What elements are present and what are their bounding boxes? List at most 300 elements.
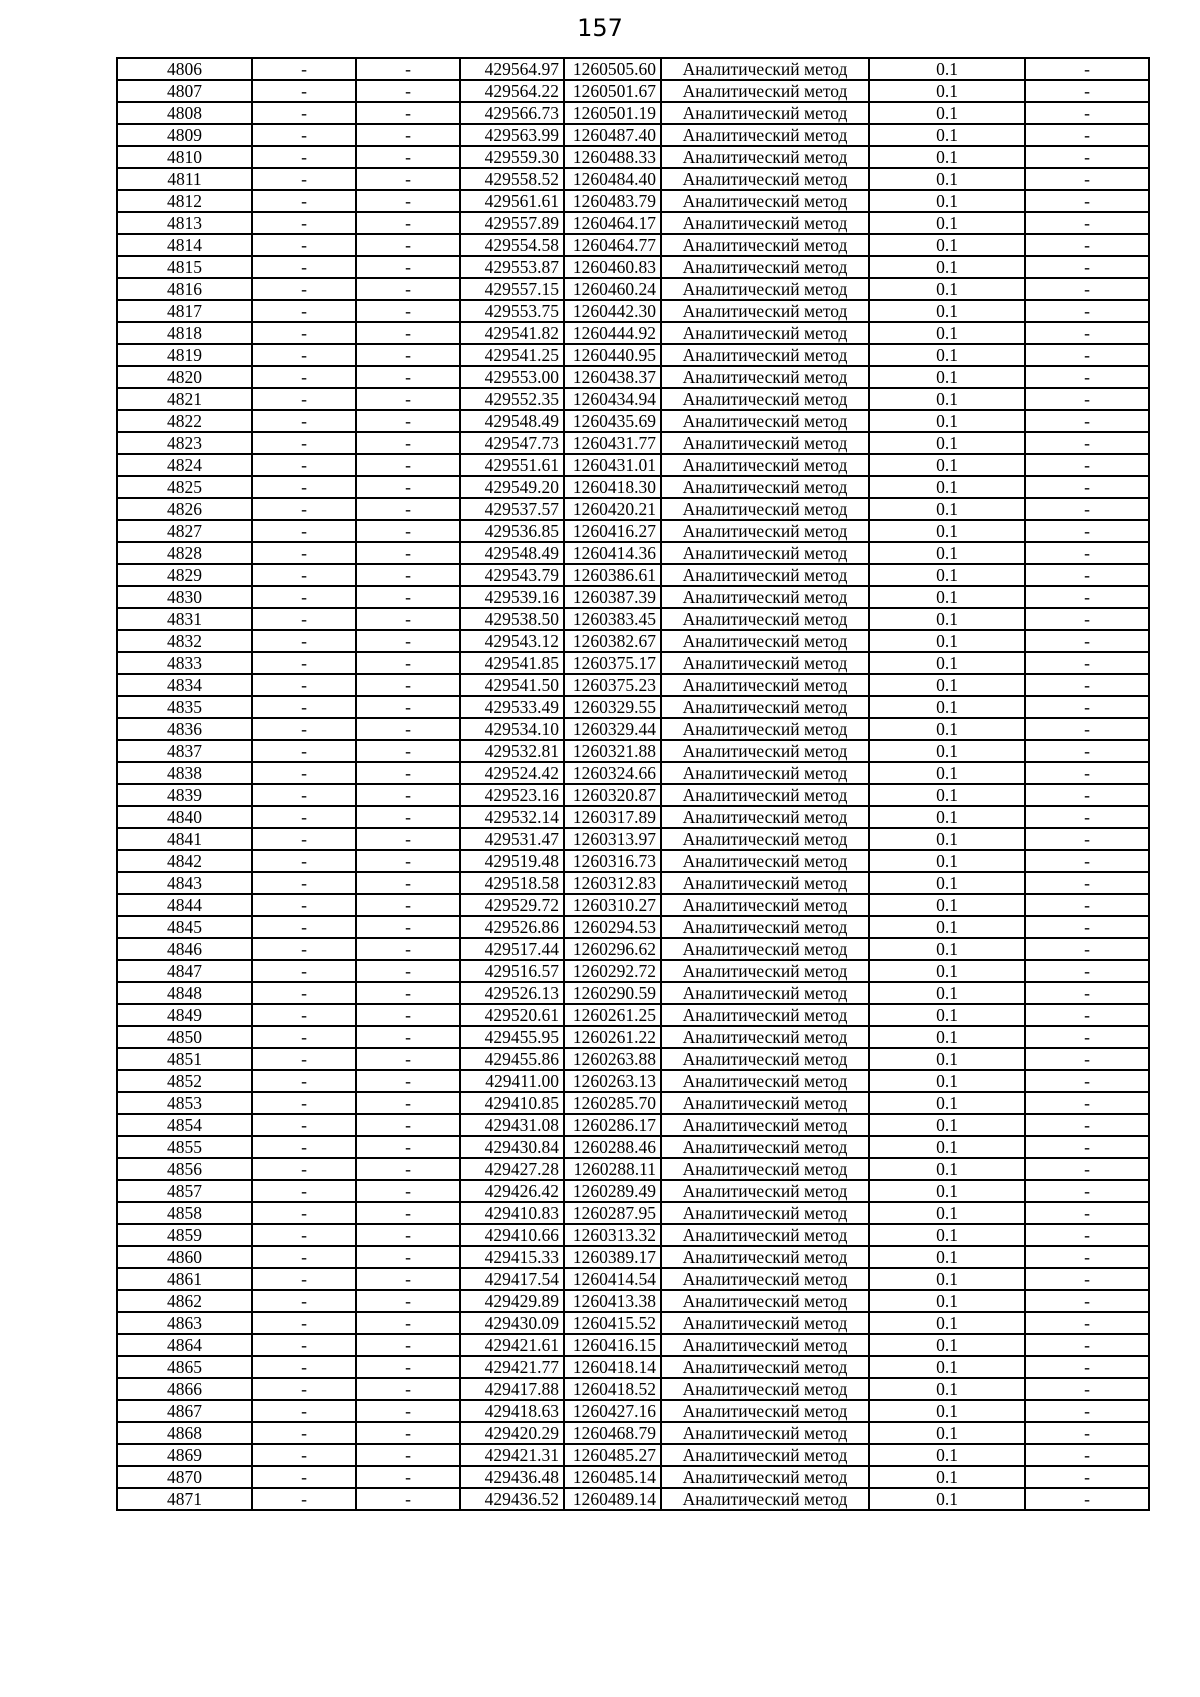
- table-row: [117, 1136, 1149, 1158]
- table-row: [117, 520, 1149, 542]
- empty-cell: -: [252, 1488, 356, 1510]
- y-coordinate-cell: 1260310.27: [564, 894, 661, 916]
- empty-cell: -: [1025, 850, 1149, 872]
- point-number-cell: 4842: [117, 850, 252, 872]
- empty-cell: -: [1025, 278, 1149, 300]
- x-coordinate-cell: 429536.85: [460, 520, 564, 542]
- empty-cell: -: [356, 630, 460, 652]
- empty-cell: -: [252, 1268, 356, 1290]
- empty-cell: -: [356, 1488, 460, 1510]
- empty-cell: -: [252, 916, 356, 938]
- empty-cell: -: [356, 102, 460, 124]
- empty-cell: -: [1025, 718, 1149, 740]
- empty-cell: -: [252, 1356, 356, 1378]
- point-number-cell: 4847: [117, 960, 252, 982]
- accuracy-cell: 0.1: [869, 520, 1025, 542]
- empty-cell: -: [252, 190, 356, 212]
- x-coordinate-cell: 429538.50: [460, 608, 564, 630]
- accuracy-cell: 0.1: [869, 278, 1025, 300]
- x-coordinate-cell: 429552.35: [460, 388, 564, 410]
- accuracy-cell: 0.1: [869, 80, 1025, 102]
- empty-cell: -: [252, 674, 356, 696]
- x-coordinate-cell: 429539.16: [460, 586, 564, 608]
- empty-cell: -: [356, 520, 460, 542]
- x-coordinate-cell: 429554.58: [460, 234, 564, 256]
- empty-cell: -: [1025, 1290, 1149, 1312]
- empty-cell: -: [1025, 696, 1149, 718]
- method-cell: Аналитический метод: [661, 806, 869, 828]
- empty-cell: -: [252, 542, 356, 564]
- point-number-cell: 4839: [117, 784, 252, 806]
- empty-cell: -: [1025, 1048, 1149, 1070]
- x-coordinate-cell: 429410.66: [460, 1224, 564, 1246]
- table-row: [117, 1202, 1149, 1224]
- method-cell: Аналитический метод: [661, 784, 869, 806]
- empty-cell: -: [252, 938, 356, 960]
- empty-cell: -: [1025, 256, 1149, 278]
- method-cell: Аналитический метод: [661, 586, 869, 608]
- x-coordinate-cell: 429529.72: [460, 894, 564, 916]
- table-row: [117, 1290, 1149, 1312]
- x-coordinate-cell: 429543.79: [460, 564, 564, 586]
- y-coordinate-cell: 1260505.60: [564, 58, 661, 80]
- empty-cell: -: [356, 322, 460, 344]
- method-cell: Аналитический метод: [661, 982, 869, 1004]
- accuracy-cell: 0.1: [869, 1378, 1025, 1400]
- point-number-cell: 4871: [117, 1488, 252, 1510]
- table-row: [117, 432, 1149, 454]
- empty-cell: -: [252, 1070, 356, 1092]
- table-row: [117, 586, 1149, 608]
- empty-cell: -: [356, 784, 460, 806]
- empty-cell: -: [252, 168, 356, 190]
- point-number-cell: 4849: [117, 1004, 252, 1026]
- accuracy-cell: 0.1: [869, 872, 1025, 894]
- empty-cell: -: [356, 1180, 460, 1202]
- table-row: [117, 674, 1149, 696]
- point-number-cell: 4810: [117, 146, 252, 168]
- y-coordinate-cell: 1260468.79: [564, 1422, 661, 1444]
- empty-cell: -: [1025, 432, 1149, 454]
- empty-cell: -: [252, 1312, 356, 1334]
- accuracy-cell: 0.1: [869, 1092, 1025, 1114]
- table-row: [117, 1026, 1149, 1048]
- y-coordinate-cell: 1260489.14: [564, 1488, 661, 1510]
- empty-cell: -: [1025, 1400, 1149, 1422]
- accuracy-cell: 0.1: [869, 740, 1025, 762]
- point-number-cell: 4819: [117, 344, 252, 366]
- accuracy-cell: 0.1: [869, 190, 1025, 212]
- method-cell: Аналитический метод: [661, 80, 869, 102]
- empty-cell: -: [356, 542, 460, 564]
- method-cell: Аналитический метод: [661, 542, 869, 564]
- empty-cell: -: [1025, 652, 1149, 674]
- empty-cell: -: [252, 432, 356, 454]
- table-row: [117, 960, 1149, 982]
- empty-cell: -: [252, 740, 356, 762]
- y-coordinate-cell: 1260324.66: [564, 762, 661, 784]
- y-coordinate-cell: 1260296.62: [564, 938, 661, 960]
- empty-cell: -: [356, 608, 460, 630]
- method-cell: Аналитический метод: [661, 388, 869, 410]
- accuracy-cell: 0.1: [869, 828, 1025, 850]
- x-coordinate-cell: 429541.85: [460, 652, 564, 674]
- method-cell: Аналитический метод: [661, 630, 869, 652]
- table-row: [117, 608, 1149, 630]
- table-row: [117, 564, 1149, 586]
- accuracy-cell: 0.1: [869, 454, 1025, 476]
- empty-cell: -: [356, 1334, 460, 1356]
- point-number-cell: 4866: [117, 1378, 252, 1400]
- point-number-cell: 4845: [117, 916, 252, 938]
- accuracy-cell: 0.1: [869, 718, 1025, 740]
- empty-cell: -: [252, 1290, 356, 1312]
- y-coordinate-cell: 1260287.95: [564, 1202, 661, 1224]
- accuracy-cell: 0.1: [869, 1400, 1025, 1422]
- empty-cell: -: [356, 388, 460, 410]
- empty-cell: -: [252, 1422, 356, 1444]
- empty-cell: -: [356, 806, 460, 828]
- accuracy-cell: 0.1: [869, 300, 1025, 322]
- table-row: [117, 1444, 1149, 1466]
- method-cell: Аналитический метод: [661, 1224, 869, 1246]
- accuracy-cell: 0.1: [869, 146, 1025, 168]
- accuracy-cell: 0.1: [869, 1334, 1025, 1356]
- empty-cell: -: [1025, 894, 1149, 916]
- point-number-cell: 4843: [117, 872, 252, 894]
- empty-cell: -: [252, 388, 356, 410]
- y-coordinate-cell: 1260438.37: [564, 366, 661, 388]
- method-cell: Аналитический метод: [661, 454, 869, 476]
- y-coordinate-cell: 1260415.52: [564, 1312, 661, 1334]
- table-row: [117, 256, 1149, 278]
- accuracy-cell: 0.1: [869, 366, 1025, 388]
- empty-cell: -: [356, 168, 460, 190]
- point-number-cell: 4850: [117, 1026, 252, 1048]
- empty-cell: -: [356, 960, 460, 982]
- x-coordinate-cell: 429532.14: [460, 806, 564, 828]
- point-number-cell: 4870: [117, 1466, 252, 1488]
- table-row: [117, 80, 1149, 102]
- accuracy-cell: 0.1: [869, 652, 1025, 674]
- x-coordinate-cell: 429429.89: [460, 1290, 564, 1312]
- x-coordinate-cell: 429561.61: [460, 190, 564, 212]
- x-coordinate-cell: 429516.57: [460, 960, 564, 982]
- empty-cell: -: [1025, 1136, 1149, 1158]
- accuracy-cell: 0.1: [869, 498, 1025, 520]
- empty-cell: -: [356, 1202, 460, 1224]
- method-cell: Аналитический метод: [661, 938, 869, 960]
- empty-cell: -: [356, 256, 460, 278]
- point-number-cell: 4856: [117, 1158, 252, 1180]
- accuracy-cell: 0.1: [869, 1356, 1025, 1378]
- empty-cell: -: [356, 1378, 460, 1400]
- empty-cell: -: [1025, 58, 1149, 80]
- point-number-cell: 4815: [117, 256, 252, 278]
- x-coordinate-cell: 429543.12: [460, 630, 564, 652]
- empty-cell: -: [252, 1202, 356, 1224]
- table-row: [117, 1180, 1149, 1202]
- empty-cell: -: [1025, 1158, 1149, 1180]
- accuracy-cell: 0.1: [869, 1224, 1025, 1246]
- method-cell: Аналитический метод: [661, 366, 869, 388]
- method-cell: Аналитический метод: [661, 1136, 869, 1158]
- table-row: [117, 762, 1149, 784]
- y-coordinate-cell: 1260286.17: [564, 1114, 661, 1136]
- accuracy-cell: 0.1: [869, 1004, 1025, 1026]
- point-number-cell: 4816: [117, 278, 252, 300]
- accuracy-cell: 0.1: [869, 784, 1025, 806]
- empty-cell: -: [252, 124, 356, 146]
- method-cell: Аналитический метод: [661, 278, 869, 300]
- point-number-cell: 4832: [117, 630, 252, 652]
- x-coordinate-cell: 429532.81: [460, 740, 564, 762]
- method-cell: Аналитический метод: [661, 476, 869, 498]
- empty-cell: -: [1025, 146, 1149, 168]
- y-coordinate-cell: 1260440.95: [564, 344, 661, 366]
- x-coordinate-cell: 429566.73: [460, 102, 564, 124]
- empty-cell: -: [252, 1334, 356, 1356]
- point-number-cell: 4863: [117, 1312, 252, 1334]
- point-number-cell: 4811: [117, 168, 252, 190]
- empty-cell: -: [356, 718, 460, 740]
- point-number-cell: 4824: [117, 454, 252, 476]
- y-coordinate-cell: 1260414.54: [564, 1268, 661, 1290]
- point-number-cell: 4822: [117, 410, 252, 432]
- point-number-cell: 4809: [117, 124, 252, 146]
- x-coordinate-cell: 429551.61: [460, 454, 564, 476]
- table-row: [117, 1092, 1149, 1114]
- accuracy-cell: 0.1: [869, 102, 1025, 124]
- accuracy-cell: 0.1: [869, 564, 1025, 586]
- method-cell: Аналитический метод: [661, 696, 869, 718]
- accuracy-cell: 0.1: [869, 1488, 1025, 1510]
- accuracy-cell: 0.1: [869, 850, 1025, 872]
- accuracy-cell: 0.1: [869, 1048, 1025, 1070]
- accuracy-cell: 0.1: [869, 960, 1025, 982]
- y-coordinate-cell: 1260434.94: [564, 388, 661, 410]
- x-coordinate-cell: 429427.28: [460, 1158, 564, 1180]
- method-cell: Аналитический метод: [661, 1114, 869, 1136]
- empty-cell: -: [252, 1048, 356, 1070]
- accuracy-cell: 0.1: [869, 1180, 1025, 1202]
- accuracy-cell: 0.1: [869, 1070, 1025, 1092]
- empty-cell: -: [356, 1444, 460, 1466]
- y-coordinate-cell: 1260317.89: [564, 806, 661, 828]
- point-number-cell: 4846: [117, 938, 252, 960]
- accuracy-cell: 0.1: [869, 234, 1025, 256]
- empty-cell: -: [252, 234, 356, 256]
- method-cell: Аналитический метод: [661, 1180, 869, 1202]
- point-number-cell: 4807: [117, 80, 252, 102]
- empty-cell: -: [252, 1092, 356, 1114]
- x-coordinate-cell: 429436.52: [460, 1488, 564, 1510]
- point-number-cell: 4855: [117, 1136, 252, 1158]
- x-coordinate-cell: 429553.87: [460, 256, 564, 278]
- point-number-cell: 4861: [117, 1268, 252, 1290]
- x-coordinate-cell: 429415.33: [460, 1246, 564, 1268]
- y-coordinate-cell: 1260414.36: [564, 542, 661, 564]
- empty-cell: -: [1025, 674, 1149, 696]
- empty-cell: -: [252, 1444, 356, 1466]
- accuracy-cell: 0.1: [869, 542, 1025, 564]
- method-cell: Аналитический метод: [661, 960, 869, 982]
- method-cell: Аналитический метод: [661, 872, 869, 894]
- method-cell: Аналитический метод: [661, 1070, 869, 1092]
- method-cell: Аналитический метод: [661, 300, 869, 322]
- table-row: [117, 1114, 1149, 1136]
- empty-cell: -: [1025, 1180, 1149, 1202]
- method-cell: Аналитический метод: [661, 146, 869, 168]
- y-coordinate-cell: 1260313.97: [564, 828, 661, 850]
- point-number-cell: 4868: [117, 1422, 252, 1444]
- empty-cell: -: [1025, 938, 1149, 960]
- y-coordinate-cell: 1260435.69: [564, 410, 661, 432]
- y-coordinate-cell: 1260444.92: [564, 322, 661, 344]
- empty-cell: -: [356, 498, 460, 520]
- empty-cell: -: [252, 278, 356, 300]
- table-row: [117, 146, 1149, 168]
- y-coordinate-cell: 1260294.53: [564, 916, 661, 938]
- empty-cell: -: [356, 1356, 460, 1378]
- table-row: [117, 278, 1149, 300]
- point-number-cell: 4823: [117, 432, 252, 454]
- y-coordinate-cell: 1260501.67: [564, 80, 661, 102]
- accuracy-cell: 0.1: [869, 630, 1025, 652]
- method-cell: Аналитический метод: [661, 168, 869, 190]
- point-number-cell: 4853: [117, 1092, 252, 1114]
- table-row: [117, 322, 1149, 344]
- method-cell: Аналитический метод: [661, 718, 869, 740]
- accuracy-cell: 0.1: [869, 1466, 1025, 1488]
- empty-cell: -: [356, 740, 460, 762]
- accuracy-cell: 0.1: [869, 696, 1025, 718]
- table-row: [117, 630, 1149, 652]
- accuracy-cell: 0.1: [869, 1158, 1025, 1180]
- point-number-cell: 4867: [117, 1400, 252, 1422]
- empty-cell: -: [356, 300, 460, 322]
- x-coordinate-cell: 429547.73: [460, 432, 564, 454]
- empty-cell: -: [252, 410, 356, 432]
- y-coordinate-cell: 1260288.11: [564, 1158, 661, 1180]
- empty-cell: -: [1025, 542, 1149, 564]
- y-coordinate-cell: 1260442.30: [564, 300, 661, 322]
- empty-cell: -: [356, 1158, 460, 1180]
- method-cell: Аналитический метод: [661, 762, 869, 784]
- y-coordinate-cell: 1260289.49: [564, 1180, 661, 1202]
- empty-cell: -: [356, 872, 460, 894]
- empty-cell: -: [356, 762, 460, 784]
- point-number-cell: 4821: [117, 388, 252, 410]
- empty-cell: -: [356, 410, 460, 432]
- empty-cell: -: [252, 1158, 356, 1180]
- method-cell: Аналитический метод: [661, 564, 869, 586]
- y-coordinate-cell: 1260263.88: [564, 1048, 661, 1070]
- empty-cell: -: [252, 1378, 356, 1400]
- empty-cell: -: [252, 608, 356, 630]
- y-coordinate-cell: 1260316.73: [564, 850, 661, 872]
- table-row: [117, 212, 1149, 234]
- empty-cell: -: [252, 1224, 356, 1246]
- empty-cell: -: [1025, 1356, 1149, 1378]
- accuracy-cell: 0.1: [869, 806, 1025, 828]
- point-number-cell: 4812: [117, 190, 252, 212]
- table-row: [117, 1378, 1149, 1400]
- table-row: [117, 454, 1149, 476]
- table-row: [117, 784, 1149, 806]
- empty-cell: -: [356, 366, 460, 388]
- method-cell: Аналитический метод: [661, 850, 869, 872]
- empty-cell: -: [252, 652, 356, 674]
- y-coordinate-cell: 1260320.87: [564, 784, 661, 806]
- table-row: [117, 872, 1149, 894]
- x-coordinate-cell: 429421.77: [460, 1356, 564, 1378]
- point-number-cell: 4844: [117, 894, 252, 916]
- empty-cell: -: [252, 960, 356, 982]
- page-number: 157: [577, 14, 623, 42]
- table-row: [117, 410, 1149, 432]
- empty-cell: -: [1025, 1268, 1149, 1290]
- point-number-cell: 4838: [117, 762, 252, 784]
- table-row: [117, 1224, 1149, 1246]
- empty-cell: -: [356, 1004, 460, 1026]
- point-number-cell: 4836: [117, 718, 252, 740]
- empty-cell: -: [356, 476, 460, 498]
- empty-cell: -: [1025, 1312, 1149, 1334]
- empty-cell: -: [1025, 190, 1149, 212]
- empty-cell: -: [356, 938, 460, 960]
- y-coordinate-cell: 1260263.13: [564, 1070, 661, 1092]
- point-number-cell: 4813: [117, 212, 252, 234]
- accuracy-cell: 0.1: [869, 58, 1025, 80]
- y-coordinate-cell: 1260261.22: [564, 1026, 661, 1048]
- table-row: [117, 938, 1149, 960]
- empty-cell: -: [1025, 630, 1149, 652]
- y-coordinate-cell: 1260464.17: [564, 212, 661, 234]
- accuracy-cell: 0.1: [869, 938, 1025, 960]
- empty-cell: -: [356, 586, 460, 608]
- x-coordinate-cell: 429421.31: [460, 1444, 564, 1466]
- empty-cell: -: [1025, 344, 1149, 366]
- x-coordinate-cell: 429517.44: [460, 938, 564, 960]
- x-coordinate-cell: 429534.10: [460, 718, 564, 740]
- empty-cell: -: [356, 1114, 460, 1136]
- empty-cell: -: [356, 1268, 460, 1290]
- empty-cell: -: [1025, 366, 1149, 388]
- empty-cell: -: [356, 80, 460, 102]
- method-cell: Аналитический метод: [661, 410, 869, 432]
- y-coordinate-cell: 1260290.59: [564, 982, 661, 1004]
- method-cell: Аналитический метод: [661, 102, 869, 124]
- y-coordinate-cell: 1260321.88: [564, 740, 661, 762]
- method-cell: Аналитический метод: [661, 1356, 869, 1378]
- x-coordinate-cell: 429431.08: [460, 1114, 564, 1136]
- table-row: [117, 1312, 1149, 1334]
- empty-cell: -: [356, 850, 460, 872]
- empty-cell: -: [1025, 212, 1149, 234]
- accuracy-cell: 0.1: [869, 1422, 1025, 1444]
- method-cell: Аналитический метод: [661, 1488, 869, 1510]
- y-coordinate-cell: 1260285.70: [564, 1092, 661, 1114]
- accuracy-cell: 0.1: [869, 674, 1025, 696]
- empty-cell: -: [252, 828, 356, 850]
- table-row: [117, 234, 1149, 256]
- y-coordinate-cell: 1260416.27: [564, 520, 661, 542]
- method-cell: Аналитический метод: [661, 256, 869, 278]
- method-cell: Аналитический метод: [661, 1268, 869, 1290]
- point-number-cell: 4828: [117, 542, 252, 564]
- y-coordinate-cell: 1260464.77: [564, 234, 661, 256]
